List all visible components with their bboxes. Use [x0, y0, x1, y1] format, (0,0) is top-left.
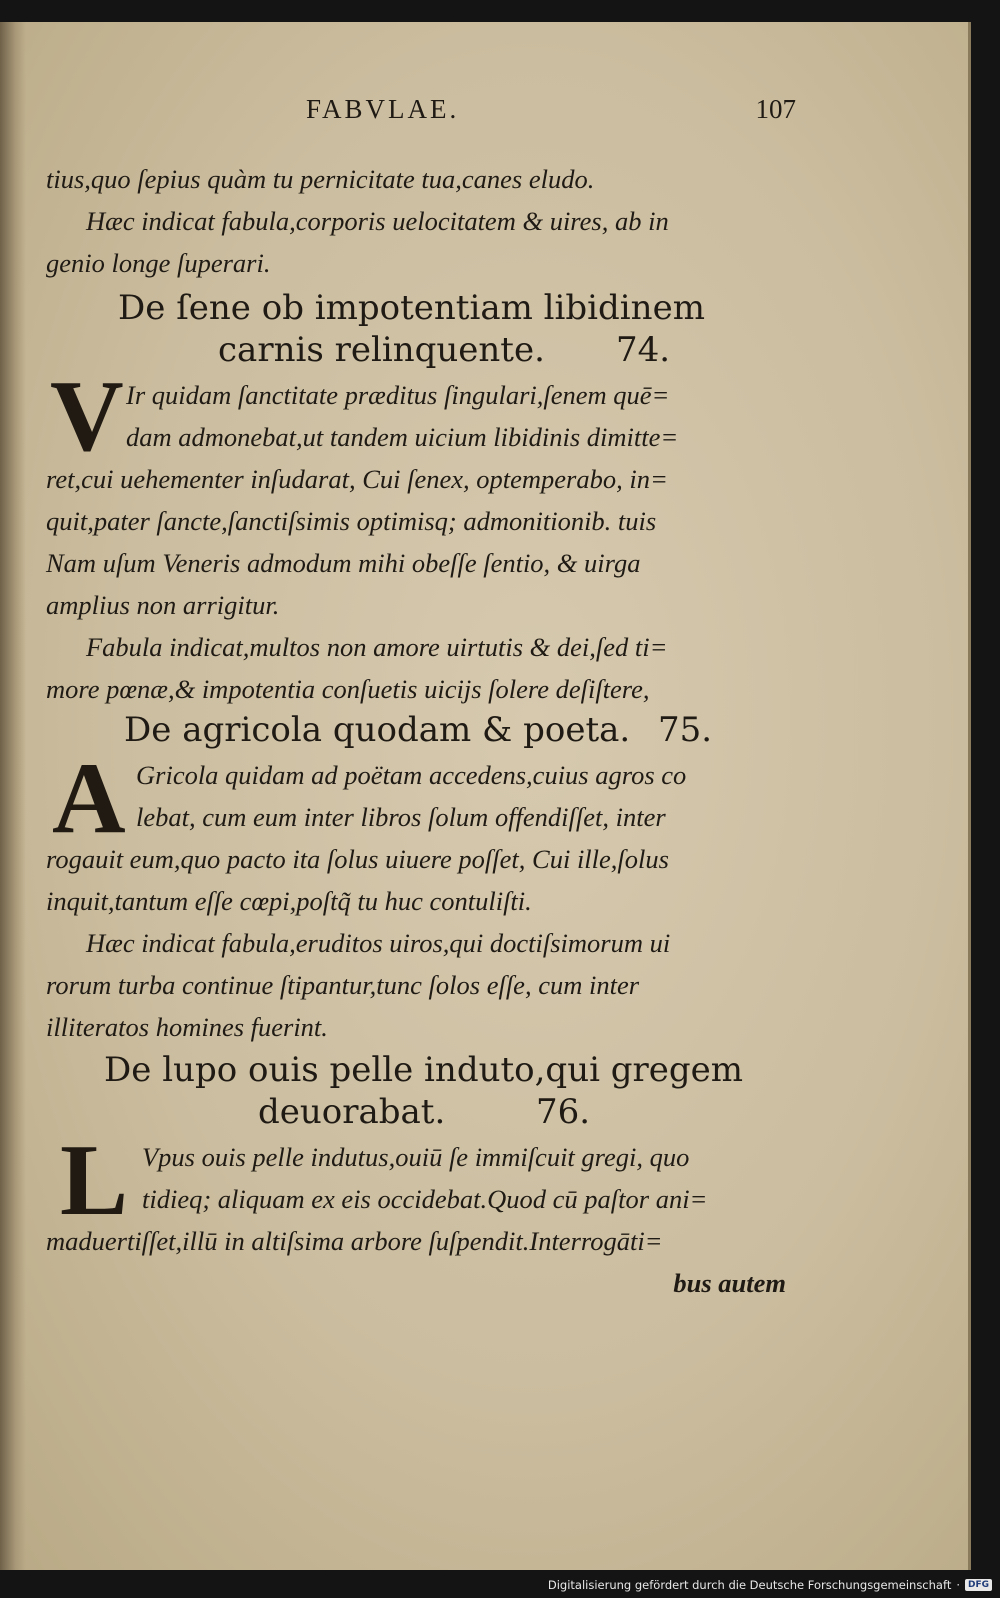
- fable-heading: De ſene ob impotentiam libidinem: [118, 288, 705, 328]
- page-number: 107: [755, 94, 796, 124]
- text-line: tius,quo ſepius quàm tu pernicitate tua,canes eludo.: [46, 164, 595, 194]
- text-line: dam admonebat,ut tandem uicium libidinis dimitte=: [126, 422, 679, 452]
- credit-text: Digitalisierung gefördert durch die Deutsche Forschungsgemeinschaft: [547, 1578, 952, 1592]
- fable-number: 74.: [616, 330, 671, 370]
- drop-cap: A: [52, 742, 126, 855]
- catchword: bus autem: [673, 1268, 786, 1298]
- digitization-credit: Digitalisierung gefördert durch die Deutsche Forschungsgemeinschaft · DFG: [548, 1576, 992, 1594]
- text-line: Vpus ouis pelle indutus,ouiū ſe immiſcuit gregi, quo: [142, 1142, 690, 1172]
- text-line: quit,pater ſancte,ſanctiſsimis optimisq; admonitionib. tuis: [46, 506, 657, 536]
- text-line: rorum turba continue ſtipantur,tunc ſolos eſſe, cum inter: [46, 970, 640, 1000]
- fable-number: 75.: [658, 710, 713, 750]
- text-line: rogauit eum,quo pacto ita ſolus uiuere poſſet, Cui ille,ſolus: [46, 844, 669, 874]
- text-line: Gricola quidam ad poëtam accedens,cuius agros co: [136, 760, 687, 790]
- fable-heading: carnis relinquente.: [218, 330, 545, 370]
- text-line: genio longe ſuperari.: [46, 248, 271, 278]
- text-line: Hæc indicat fabula,corporis uelocitatem & uires, ab in: [86, 206, 669, 236]
- fable-heading: De agricola quodam & poeta.: [124, 710, 631, 750]
- drop-cap: L: [60, 1124, 129, 1237]
- dfg-logo: DFG: [965, 1579, 992, 1591]
- text-line: ret,cui uehementer inſudarat, Cui ſenex, optemperabo, in=: [46, 464, 668, 494]
- text-line: Fabula indicat,multos non amore uirtutis & dei,ſed ti=: [86, 632, 668, 662]
- text-line: Ir quidam ſanctitate præditus ſingulari,ſenem quē=: [126, 380, 670, 410]
- text-line: maduertiſſet,illū in altiſsima arbore ſuſpendit.Interrogāti=: [46, 1226, 663, 1256]
- book-page: [0, 22, 971, 1570]
- page-content: [46, 22, 796, 1570]
- fable-heading: De lupo ouis pelle induto,qui gregem: [104, 1050, 744, 1090]
- text-line: Hæc indicat fabula,eruditos uiros,qui doctiſsimorum ui: [86, 928, 671, 958]
- text-line: amplius non arrigitur.: [46, 590, 280, 620]
- fable-heading: deuorabat.: [258, 1092, 446, 1132]
- page-gutter-shadow: [0, 22, 26, 1570]
- text-line: tidieq; aliquam ex eis occidebat.Quod cū paſtor ani=: [142, 1184, 708, 1214]
- fable-number: 76.: [536, 1092, 591, 1132]
- text-line: illiteratos homines fuerint.: [46, 1012, 328, 1042]
- drop-cap: V: [50, 360, 124, 473]
- running-title: FABVLAE.: [306, 94, 460, 124]
- text-line: Nam uſum Veneris admodum mihi obeſſe ſentio, & uirga: [46, 548, 641, 578]
- text-line: more pœnæ,& impotentia conſuetis uicijs ſolere deſiſtere,: [46, 674, 650, 704]
- page-header: [266, 94, 796, 134]
- text-line: inquit,tantum eſſe cœpi,poſtq̃ tu huc contuliſti.: [46, 886, 532, 916]
- text-line: lebat, cum eum inter libros ſolum offendiſſet, inter: [136, 802, 666, 832]
